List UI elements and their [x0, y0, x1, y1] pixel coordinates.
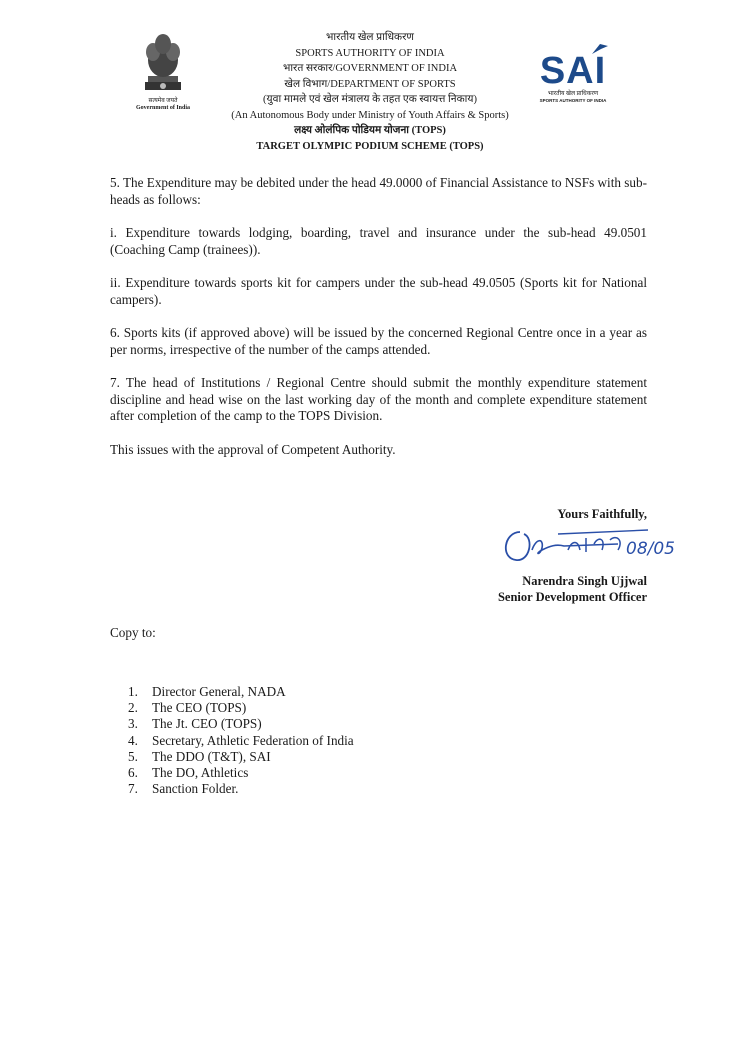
paragraph-ii: ii. Expenditure towards sports kit for campers under the sub-head 49.0505 (Sports kit for National campers). [110, 275, 647, 307]
paragraph-i: i. Expenditure towards lodging, boarding, travel and insurance under the sub-head 49.0501 (Coaching Camp (trainees)). [110, 225, 647, 257]
signatory-title: Senior Development Officer [497, 590, 647, 604]
svg-text:08/05: 08/05 [626, 539, 675, 559]
letter-body [110, 175, 647, 475]
list-item: 6. The DO, Athletics [128, 765, 249, 781]
list-item: 1. Director General, NADA [128, 684, 286, 699]
list-item: 7. Sanction Folder. [128, 781, 239, 797]
copy-to-label: Copy to: [110, 625, 156, 640]
header-line: (An Autonomous Body under Ministry of Youth Affairs & Sports) [231, 109, 509, 121]
sai-logo-icon [590, 42, 610, 56]
list-item: 2. The CEO (TOPS) [128, 700, 247, 716]
sai-hindi: भारतीय खेल प्राधिकरण [547, 91, 599, 97]
signatory-name: Narendra Singh Ujjwal [522, 573, 647, 588]
scheme-title-english: TARGET OLYMPIC PODIUM SCHEME (TOPS) [256, 140, 484, 152]
list-item: 4. Secretary, Athletic Federation of India [128, 732, 354, 748]
paragraph-7: 7. The head of Institutions / Regional Centre should submit the monthly expenditure statement discipline and head wise on the last working day of the month and complete expenditure statement after completion of the camp to the TOPS Division. [110, 375, 647, 423]
handwritten-signature [498, 520, 693, 566]
emblem-motto: सत्यमेव जयते [148, 98, 178, 104]
header-line: SPORTS AUTHORITY OF INDIA [295, 47, 445, 59]
header-line: भारतीय खेल प्राधिकरण [326, 32, 414, 43]
header-line: भारत सरकार/GOVERNMENT OF INDIA [282, 63, 458, 74]
letterhead [200, 30, 540, 154]
sai-mark: SAI [539, 50, 607, 92]
sai-english: SPORTS AUTHORITY OF INDIA [539, 98, 607, 103]
list-item: 3. The Jt. CEO (TOPS) [128, 716, 262, 732]
header-line: खेल विभाग/DEPARTMENT OF SPORTS [284, 78, 456, 90]
header-line: (युवा मामले एवं खेल मंत्रालय के तहत एक स्वायत्त निकाय) [263, 94, 477, 105]
paragraph-5: 5. The Expenditure may be debited under the head 49.0000 of Financial Assistance to NSFs with sub-heads as follows: [110, 175, 647, 207]
copy-to-list [128, 684, 354, 797]
closing: Yours Faithfully, [557, 507, 647, 521]
state-emblem-icon [139, 30, 187, 96]
paragraph-6: 6. Sports kits (if approved above) will be issued by the concerned Regional Centre once in a year as per norms, irrespective of the number of the camps attended. [110, 325, 647, 357]
scheme-title-hindi: लक्ष्य ओलंपिक पोडियम योजना (TOPS) [294, 125, 446, 136]
state-emblem [128, 30, 198, 112]
list-item: 5. The DDO (T&T), SAI [128, 748, 271, 764]
emblem-caption: Government of India [136, 105, 190, 111]
approval-note: This issues with the approval of Competent Authority. [110, 441, 396, 457]
sai-logo [528, 52, 618, 104]
